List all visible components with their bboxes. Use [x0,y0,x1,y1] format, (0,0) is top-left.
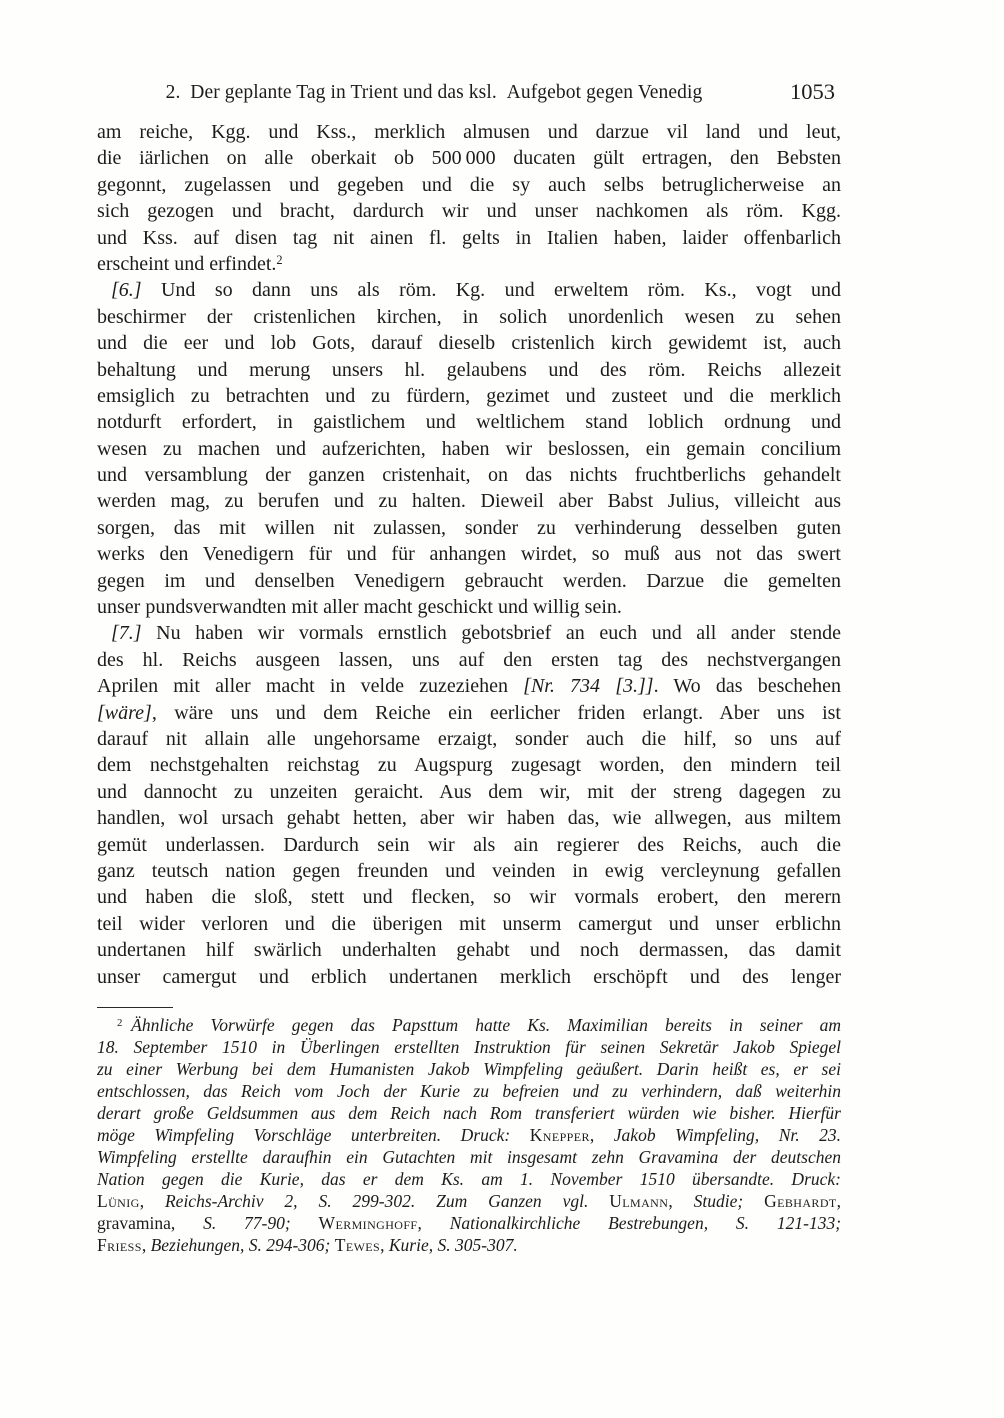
text-segment: [wäre] [97,701,152,724]
body-text-line [97,304,841,330]
body-text-line [97,251,841,277]
body-text-line [97,383,841,409]
main-text [97,119,841,990]
text-segment: gegen im und denselben Venedigern gebraucht werden. Darzue die gemelten [97,569,841,592]
text-segment: und haben die sloß, stett und flecken, so wir vormals erobert, den merern [97,886,841,909]
body-text-line [97,436,841,462]
text-segment: Reichs-Archiv 2, S. 299-302. Zum Ganzen vgl. [144,1191,610,1211]
text-segment: möge Wimpfeling Vorschläge unterbreiten. Druck: [97,1125,530,1145]
text-segment: [6.] [111,279,142,302]
footnote-line [97,1168,841,1190]
text-segment: , [139,1191,145,1211]
text-segment: und dannocht zu unzeiten geraicht. Aus dem wir, mit der streng dagegen zu [97,780,841,803]
text-segment: [7.] [111,622,142,645]
text-segment: notdurft erfordert, in gaistlichem und weltlichem stand loblich ordnung und [97,411,841,434]
text-segment: Kurie, S. 305-307. [388,1235,518,1255]
body-text-line [97,277,841,303]
running-head [97,79,841,108]
text-segment: , [836,1191,841,1211]
text-segment: , [668,1191,673,1211]
text-segment: [Nr. 734 [3.]] [523,675,654,698]
body-text-line [97,673,841,699]
text-segment: sorgen, das mit willen nit zulassen, sonder zu verhinderung desselben guten [97,516,841,539]
text-segment: , [141,1235,151,1255]
text-segment: undertanen hilf swärlich underhalten gehabt und noch dermassen, das damit [97,939,841,962]
text-segment: handlen, wol ursach gehabt hetten, aber wir haben das, wie allwegen, aus miltem [97,807,841,830]
text-segment: Nationalkirchliche Bestrebungen, S. 121-133; [449,1213,841,1233]
text-segment: entschlossen, das Reich vom Joch der Kurie zu befreien und zu verhindern, daß weiterhin [97,1081,841,1101]
text-segment: Beziehungen, S. 294-306; [150,1235,335,1255]
body-text-line [97,884,841,910]
footnote-line [97,1058,841,1080]
text-segment: am reiche, Kgg. und Kss., merklich almusen und darzue vil land und leut, [97,121,841,143]
footnote-line [97,1124,841,1146]
text-segment: , [589,1125,595,1145]
text-segment: Friess [97,1235,142,1255]
text-segment: wesen zu machen und aufzerichten, haben wir beslossen, ein gemain concilium [97,437,841,460]
text-segment: 18. September 1510 in Überlingen erstellten Instruktion für seinen Sekretär Jakob Spiegel [97,1037,841,1057]
text-segment: Nu haben wir vormals ernstlich gebotsbrief an euch und all ander stende [141,622,841,645]
text-segment: und Kss. auf disen tag nit ainen fl. gelts in Italien haben, laider offenbarlich [97,226,841,249]
text-segment: werks den Venedigern für und für anhangen wirdet, so muß aus not das swert [97,543,841,566]
text-segment: gravamina, [97,1213,204,1233]
text-segment: Nation gegen die Kurie, das er dem Ks. am 1. November 1510 übersandte. Druck: [97,1169,841,1189]
body-text-line [97,726,841,752]
body-text-line [97,620,841,646]
footnote-line [97,1234,841,1256]
text-segment: Jakob Wimpfeling, Nr. 23. [594,1125,841,1145]
text-segment: dem nechstgehalten reichstag zu Augspurg zugesagt worden, den mindern teil [97,754,841,777]
text-segment: emsiglich zu betrachten und zu fürdern, gezimet und zusteet und die merklich [97,384,841,407]
text-segment: die iärlichen on alle oberkait ob 500 000 ducaten gült ertragen, den Bebsten [97,147,841,170]
body-text-line [97,594,841,620]
body-text-line [97,330,841,356]
text-segment: Wimpfeling erstellte daraufhin ein Gutachten mit insgesamt zehn Gravamina der deutschen [97,1147,841,1167]
text-segment: behaltung und merung unsers hl. gelaubens und des röm. Reichs allezeit [97,358,841,381]
page-number: 1053 [790,79,835,104]
footnote-separator [97,1007,173,1008]
body-text-line [97,462,841,488]
body-text-line [97,647,841,673]
body-text-line [97,805,841,831]
footnote-line [97,1146,841,1168]
body-text-line [97,700,841,726]
body-text-line [97,858,841,884]
footnote-line [97,1212,841,1234]
running-head-title: 2. Der geplante Tag in Trient und das ksl. Aufgebot gegen Venedig [165,82,703,103]
body-text-line [97,911,841,937]
footnote-line [97,1014,841,1036]
text-segment: derart große Geldsummen aus dem Reich nach Rom transferiert würden wie bisher. Hierfür [97,1103,841,1123]
text-segment: S. 77-90; [203,1213,319,1233]
text-segment: beschirmer der cristenlichen kirchen, in solich unordenlich wesen zu sehen [97,305,841,328]
text-segment: ganz teutsch nation gegen freunden und veinden in ewig vercleynung gefallen [97,859,841,882]
text-segment: Gebhardt [764,1191,837,1211]
text-segment: , wäre uns und dem Reiche ein eerlicher friden erlangt. Aber uns ist [151,701,841,724]
text-segment: , [380,1235,389,1255]
text-segment: und die eer und lob Gots, darauf dieselb cristenlich kirch gewidemt ist, auch [97,332,841,355]
body-text-line [97,964,841,990]
body-text-line [97,145,841,171]
text-segment: darauf nit allain alle ungehorsame erzaigt, sonder auch die hilf, so uns auf [97,727,841,750]
footnote-reference: 2 [276,253,283,268]
text-segment: , [417,1213,450,1233]
text-segment: Tewes [334,1235,381,1255]
body-text-line [97,832,841,858]
text-segment: Lünig [97,1191,140,1211]
body-text-line [97,488,841,514]
text-segment: Knepper [529,1125,590,1145]
text-segment: und versamblung der ganzen cristenhait, on das nichts fruchtberlichs gehandelt [97,464,841,487]
text-segment: gemüt underlassen. Dardurch sein wir als ain regierer des Reichs, auch die [97,833,841,856]
text-segment: Aprilen mit aller macht in velde zuzeziehen [97,675,524,698]
text-segment: Studie; [672,1191,765,1211]
body-text-line [97,172,841,198]
text-segment: . Wo das beschehen [653,675,841,698]
footnote-line [97,1036,841,1058]
text-segment: Werminghoff [318,1213,418,1233]
footnote-line [97,1102,841,1124]
body-text-line [97,752,841,778]
text-segment: teil wider verloren und die überigen mit unserm camergut und unser erblichn [97,912,841,935]
text-segment: unser camergut und erblich undertanen merklich erschöpft und des lenger [97,965,841,988]
text-segment: erscheint und erfindet. [97,252,277,275]
body-text-line [97,541,841,567]
body-text-line [97,937,841,963]
footnote-line [97,1190,841,1212]
text-segment: gegonnt, zugelassen und gegeben und die sy auch selbs betruglicherweise an [97,173,841,196]
body-text-line [97,409,841,435]
body-text-line [97,515,841,541]
body-text-line [97,225,841,251]
footnote-line [97,1080,841,1102]
text-segment: Und so dann uns als röm. Kg. und erweltem röm. Ks., vogt und [141,279,841,302]
text-segment: zu einer Werbung bei dem Humanisten Jakob Wimpfeling geäußert. Darin heißt es, er sei [97,1059,841,1079]
footnote [97,1014,841,1256]
footnote-reference: 2 [117,1017,123,1030]
body-text-line [97,119,841,145]
text-segment: Ähnliche Vorwürfe gegen das Papsttum hatte Ks. Maximilian bereits in seiner am [122,1015,841,1035]
text-segment: Ulmann [609,1191,669,1211]
text-segment: sich gezogen und bracht, dardurch wir und unser nachkomen als röm. Kgg. [97,200,841,223]
text-segment: werden mag, zu berufen und zu halten. Dieweil aber Babst Julius, villeicht aus [97,490,841,513]
body-text-line [97,568,841,594]
body-text-line [97,779,841,805]
text-segment: des hl. Reichs ausgeen lassen, uns auf den ersten tag des nechstvergangen [97,648,841,671]
text-segment: unser pundsverwandten mit aller macht geschickt und willig sein. [97,596,622,619]
body-text-line [97,357,841,383]
body-text-line [97,198,841,224]
